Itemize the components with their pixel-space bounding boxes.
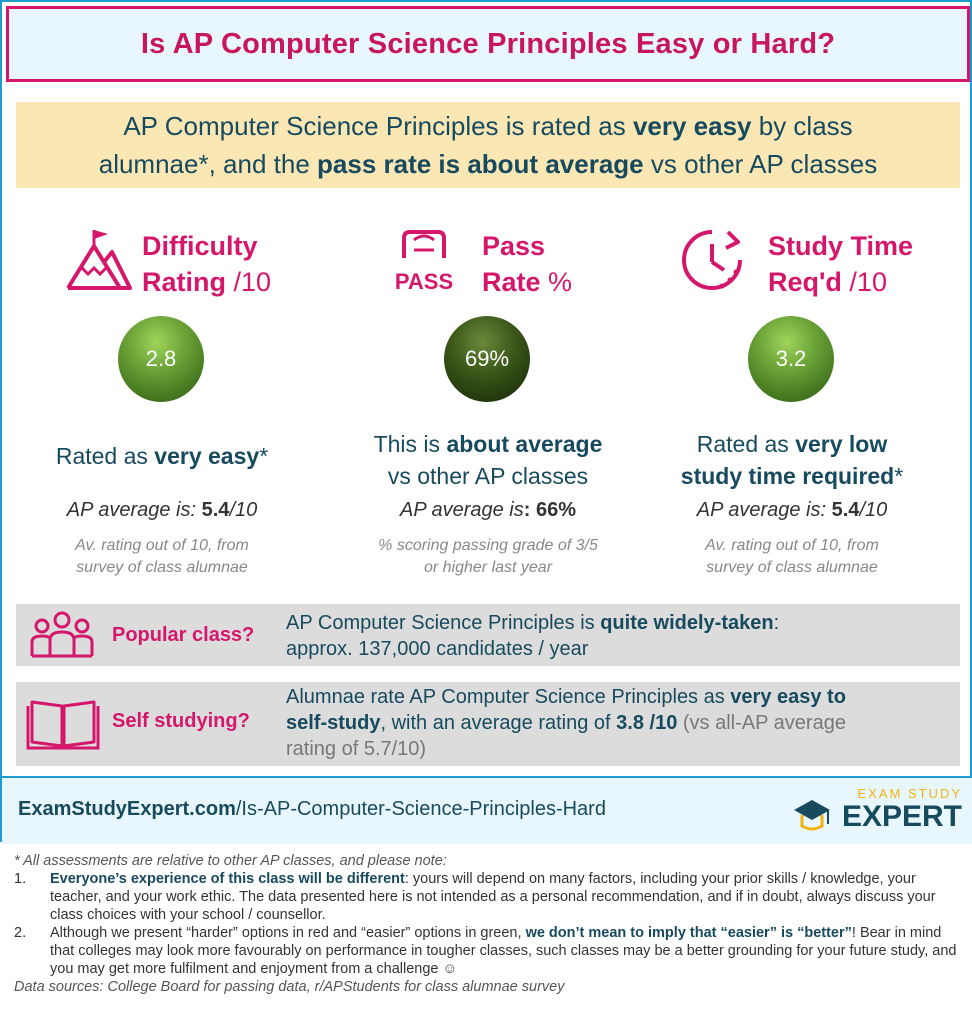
- popular-class-text: AP Computer Science Principles is quite widely-taken: approx. 137,000 candidates / year: [286, 612, 780, 660]
- summary-line-2: alumnae*, and the pass rate is about average vs other AP classes: [98, 149, 878, 179]
- clock-icon: [678, 228, 746, 294]
- summary-line-1: AP Computer Science Principles is rated as very easy by class: [123, 111, 853, 141]
- pass-rate-ap-average: AP average is: 66%: [399, 499, 577, 521]
- popular-class-row: [16, 604, 960, 666]
- graduation-cap-icon: [792, 796, 832, 836]
- data-sources: Data sources: College Board for passing data, r/APStudents for class alumnae survey: [14, 979, 565, 995]
- brand-main-text: EXPERT: [841, 800, 962, 833]
- difficulty-ap-average: AP average is: 5.4/10: [66, 499, 258, 521]
- difficulty-label: Difficulty Rating /10: [142, 231, 272, 297]
- fine-print-item-1: 1. Everyone’s experience of this class will be different: yours will depend on many factors, including your prior skills / knowledge, your teacher, and your work ethic. The data presented here is not intended as a personal recommendation, and if in doubt, always discuss your class choices with your school / counsellor.: [14, 871, 936, 923]
- pass-rate-verdict: This is about average vs other AP classes: [373, 431, 603, 489]
- self-study-label: Self studying?: [112, 710, 250, 732]
- popular-class-label: Popular class?: [112, 624, 255, 646]
- self-study-row: [16, 682, 960, 766]
- pass-icon: [390, 228, 458, 294]
- mountain-flag-icon: [64, 228, 132, 292]
- brand-top-text: EXAM STUDY: [857, 786, 962, 801]
- study-time-label: Study Time Req'd /10: [768, 231, 914, 297]
- difficulty-note: Av. rating out of 10, from survey of class alumnae: [75, 537, 249, 576]
- page-title: Is AP Computer Science Principles Easy or Hard?: [140, 27, 836, 60]
- fine-print: [14, 852, 960, 996]
- summary-box: [16, 102, 960, 188]
- people-icon: [30, 610, 94, 660]
- svg-text:PASS: PASS: [394, 269, 454, 294]
- difficulty-value-circle: 2.8: [118, 316, 204, 402]
- brand-logo: [792, 786, 962, 838]
- footer-url-link[interactable]: ExamStudyExpert.com/Is-AP-Computer-Science-Principles-Hard: [18, 798, 606, 820]
- difficulty-column: [2, 224, 322, 576]
- study-time-column: [632, 224, 952, 576]
- pass-rate-note: % scoring passing grade of 3/5 or higher last year: [378, 537, 598, 576]
- fine-print-intro: * All assessments are relative to other AP classes, and please note:: [14, 853, 447, 869]
- pass-rate-column: [328, 224, 648, 576]
- study-time-note: Av. rating out of 10, from survey of class alumnae: [705, 537, 879, 576]
- study-time-ap-average: AP average is: 5.4/10: [696, 499, 888, 521]
- fine-print-item-2: 2. Although we present “harder” options in red and “easier” options in green, we don’t mean to imply that “easier” is “better”! Bear in mind that colleges may look more favourably on performance in tougher classes, such classes may be a better grounding for your future study, and you may get more fulfilment and enjoyment from a challenge ☺: [14, 925, 957, 977]
- difficulty-verdict: Rated as very easy*: [55, 443, 269, 469]
- study-time-verdict: Rated as very low study time required*: [680, 431, 904, 489]
- footer-bar: [2, 776, 972, 844]
- pass-rate-value-circle: 69%: [444, 316, 530, 402]
- pass-rate-label: Pass Rate %: [482, 231, 573, 297]
- title-banner: [6, 6, 970, 82]
- self-study-text: Alumnae rate AP Computer Science Principles as very easy to self-study, with an average rating of 3.8 /10 (vs all-AP average rating of 5.7/10): [286, 686, 846, 760]
- book-icon: [26, 694, 100, 750]
- study-time-value-circle: 3.2: [748, 316, 834, 402]
